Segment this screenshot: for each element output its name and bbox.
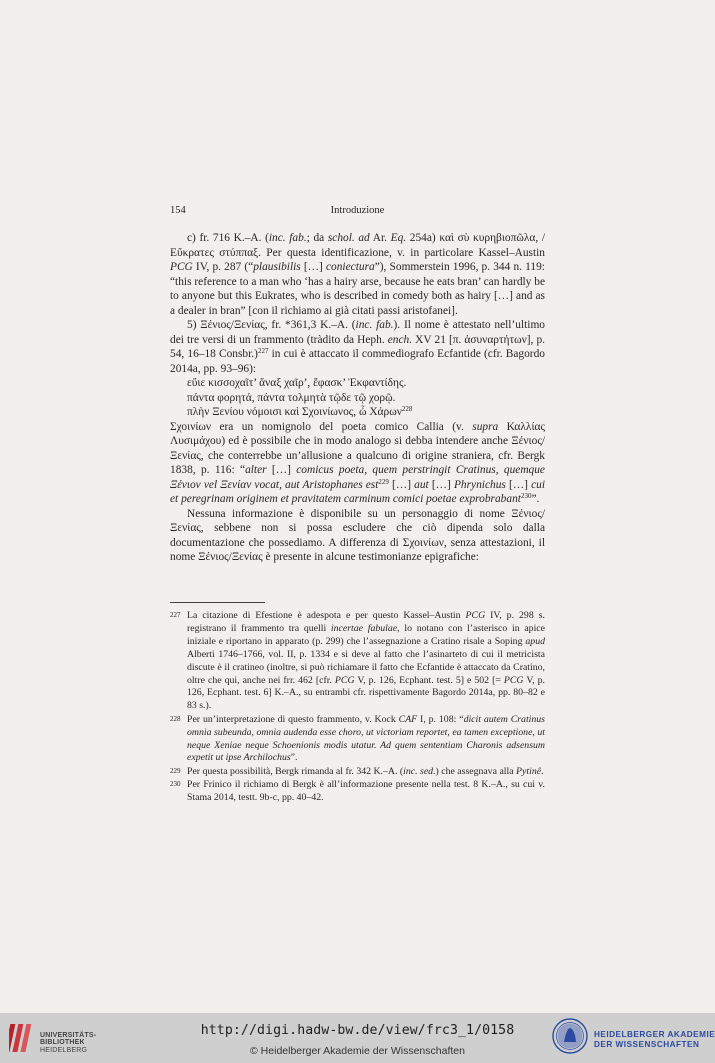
- footnote-ref-229[interactable]: 229: [378, 477, 389, 486]
- running-title: Introduzione: [330, 205, 385, 216]
- verse-line-2: πάντα φορητά, πάντα τολμητὰ τῷδε τῷ χορῷ.: [187, 391, 396, 404]
- footnote-228: 228 Per un’interpretazione di questo frammento, v. Kock CAF I, p. 108: “dicit autem Cratinus omnia subeunda, omnia audenda esse choro, ut victoriam reportet, ea tamen exceptione, ut neque Xeniae neque Schoenionis modis utatur. Ad quem sententiam Charonis adsensum expetit ut ipse Archilochus”.: [170, 713, 545, 764]
- paragraph-schoinion: Σχοινίων era un nomignolo del poeta comico Callia (v. supra Καλλίας Λυσιμάχου) ed è possibile che in modo analogo si debba intendere anche Ξένιος/Ξενίας, che conterrebbe un’allusione a qualcuno di origine straniera, cfr. Bergk 1838, p. 116: “alter […] comicus poeta, quem perstringit Cratinus, quemque Ξένιον vel Ξενίαν vocat, aut Aristophanes est$^{229}$ […] aut […] Phrynichus […] cui et peregrinam originem et pravitatem carminum comici poetae exprobrabant$^{230}$”.: [170, 420, 545, 505]
- footnote-229: 229 Per questa possibilità, Bergk rimanda al fr. 342 K.–A. (inc. sed.) che assegnava alla Pytinê.: [170, 765, 544, 777]
- footnote-number: 229: [170, 766, 181, 775]
- footer-bar: [0, 1013, 715, 1063]
- footnote-number: 228: [170, 714, 181, 723]
- footnote-ref-230[interactable]: 230: [520, 492, 532, 500]
- footnote-divider: [170, 602, 265, 603]
- footnote-ref-227[interactable]: 227: [257, 347, 269, 355]
- footnote-ref-228[interactable]: 228: [401, 405, 413, 413]
- footnotes: [170, 610, 545, 806]
- footnote-227: 227 La citazione di Efestione è adespota e per questo Kassel–Austin PCG IV, p. 298 s. registrano il frammento tra quelli incertae fabulae, lo notano con l’asterisco in apice iniziale e riportano in apparato (p. 299) che l’assegnazione a Cratino risale a Soping apud Alberti 1746–1766, vol. II, p. 1334 e si deve al fatto che l’asinarteto di cui il metricista discute è il cratineo (inoltre, si può richiamare il fatto che Ecfantide è attaccato da Cratino, oltre che qui, anche nei frr. 462 [cfr. PCG V, p. 126, Ecphant. test. 5] e 502 [= PCG V, p. 126, Ecphant. test. 6] K.–A., su entrambi cfr. rispettivamente Bagordo 2014a, pp. 80–82 e 83 s.).: [170, 610, 545, 712]
- academy-seal-icon: [552, 1018, 588, 1054]
- main-text: [170, 231, 545, 565]
- footnote-230: 230 Per Frinico il richiamo di Bergk è all’informazione presente nella test. 8 K.–A., su cui v. Stama 2014, testt. 9b-c, pp. 40–42.: [170, 779, 545, 804]
- copyright-notice: © Heidelberger Akademie der Wissenschaften: [250, 1045, 465, 1057]
- paragraph-xenios: Nessuna informazione è disponibile su un personaggio di nome Ξένιος/Ξενίας, sebbene non si possa escludere che ciò dipenda solo dalla documentazione che possediamo. A differenza di Σχοινίων, senza attestazioni, il nome Ξένιος/Ξενίας è presente in alcune testimonianze epigrafiche:: [170, 507, 545, 563]
- verse-line-1: εὔιε κισσοχαῖτ’ ἄναξ χαῖρ’, ἔφασκ’ Ἐκφαντίδης.: [187, 377, 407, 389]
- hadw-text: HEIDELBERGER AKADEMIE DER WISSENSCHAFTEN: [594, 1030, 715, 1049]
- verse-line-3: πλὴν Ξενίου νόμοισι καὶ Σχοινίωνος, ὦ Χάρων$^{228}$: [187, 405, 413, 418]
- page-number: 154: [170, 205, 186, 216]
- footnote-number: 230: [170, 780, 181, 789]
- ub-heidelberg-text: UNIVERSITÄTS- BIBLIOTHEK HEIDELBERG: [40, 1032, 97, 1054]
- paragraph-item-c: c) fr. 716 K.–A. (inc. fab.; da schol. ad Ar. Eq. 254a) καὶ σὺ κυρηβιοπῶλα, / Εὔκρατες στύππαξ. Per questa identificazione, v. in particolare Kassel–Austin PCG IV, p. 287 (“plausibilis […] coniectura”), Sommerstein 1996, p. 344 n. 119: “this reference to a man who ‘has a hairy arse, because he eats bran’ can hardly be to anyone but this Eukrates, who is described in comedy both as hairy […] and as a dealer in bran” [con il richiamo ai già citati passi aristofanei].: [170, 232, 545, 317]
- hadw-logo[interactable]: [552, 1018, 715, 1058]
- footnote-number: 227: [170, 611, 181, 619]
- paragraph-item-5: 5) Ξένιος/Ξενίας, fr. *361,3 K.–A. (inc. fab.). Il nome è attestato nell’ultimo dei tre versi di un frammento (tràdito da Heph. ench. XV 21 [π. ἀσυναρτήτων], p. 54, 16–18 Consbr.)$^{227}$ in cui è attaccato il commediografo Ecfantide (cfr. Bagordo 2014a, pp. 93–96):: [170, 319, 545, 375]
- permalink-url[interactable]: http://digi.hadw-bw.de/view/frc3_1/0158: [200, 1023, 515, 1038]
